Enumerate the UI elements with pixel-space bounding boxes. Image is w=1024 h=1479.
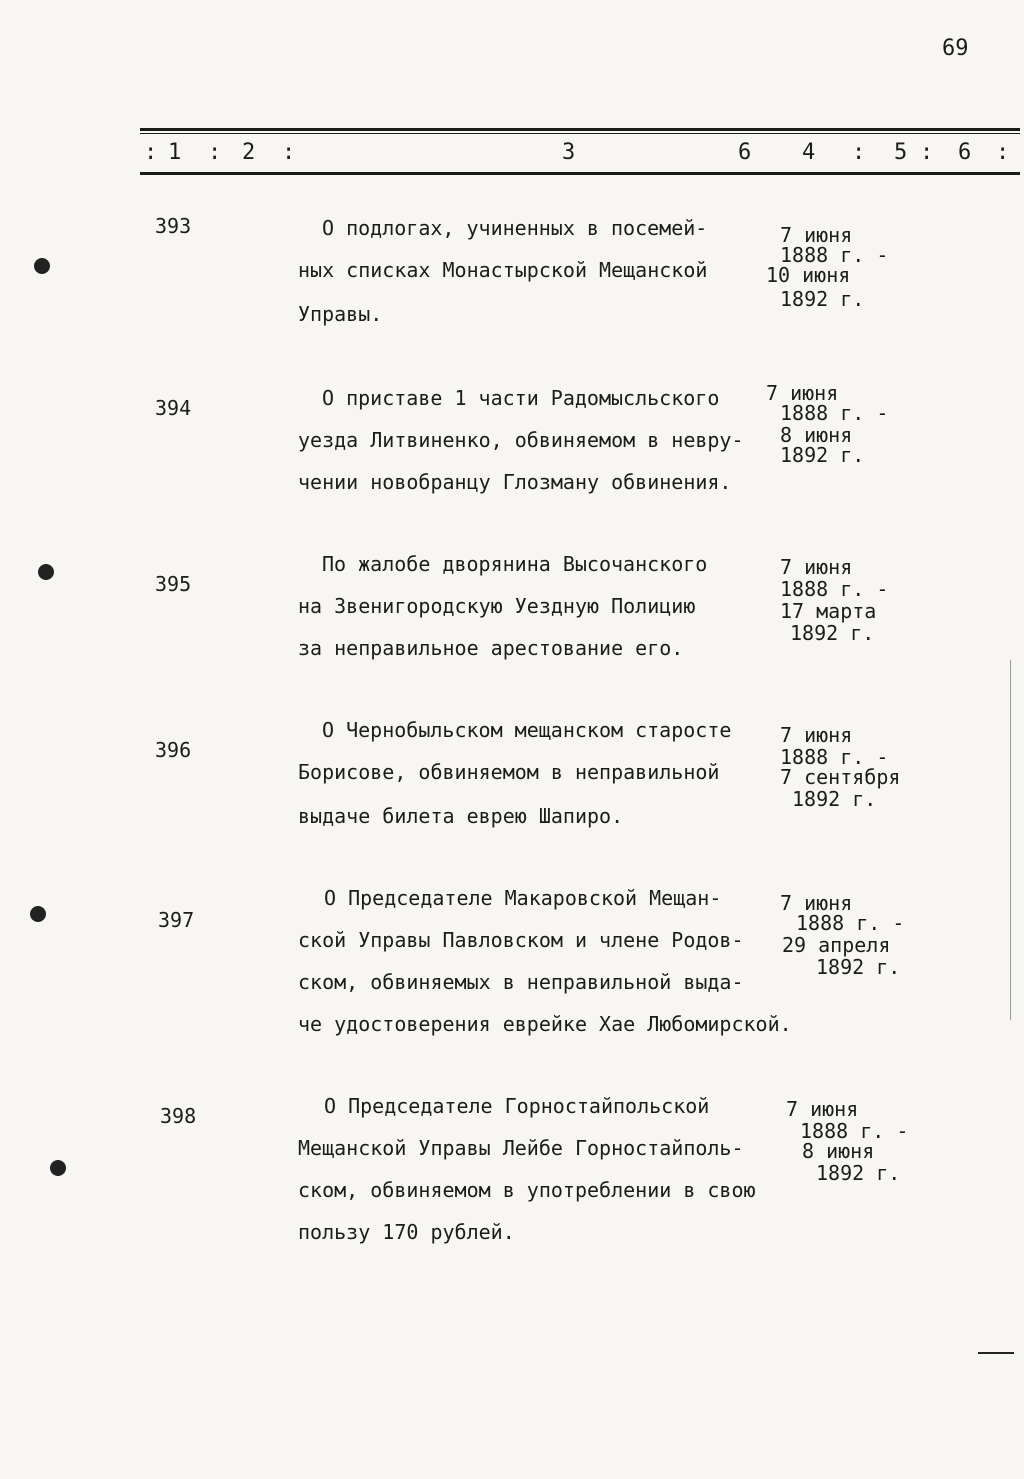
entry-number: 397 (158, 908, 195, 932)
entry-number: 396 (155, 738, 192, 762)
entry-date-line: 1888 г. - (780, 401, 889, 425)
col-header-4: 4 (802, 140, 816, 165)
entry-text-line: на Звенигородскую Уездную Полицию (298, 594, 696, 618)
entry-date-line: 17 марта (780, 599, 877, 623)
entry-date-line: 1892 г. (790, 621, 875, 645)
col-header-3-mark: 6 (738, 140, 752, 165)
col-header-5: 5 (894, 140, 908, 165)
entry-date-line: 1888 г. - (780, 243, 889, 267)
header-rule-top (140, 128, 1020, 131)
entry-date-line: 8 июня (802, 1139, 875, 1163)
entry-text-line: О Председателе Горностайпольской (324, 1094, 710, 1118)
binder-hole (38, 564, 54, 580)
col-sep: : (996, 140, 1010, 165)
col-sep: : (208, 140, 222, 165)
entry-number: 395 (155, 572, 192, 596)
entry-date-line: 7 июня (780, 223, 853, 247)
entry-text-line: Мещанской Управы Лейбе Горностайполь- (298, 1136, 744, 1160)
entry-date-line: 1892 г. (816, 1161, 901, 1185)
entry-text-line: Управы. (298, 302, 383, 326)
binder-hole (34, 258, 50, 274)
entry-date-line: 7 июня (766, 381, 839, 405)
entry-text-line: О приставе 1 части Радомысльского (322, 386, 720, 410)
entry-date-line: 7 июня (786, 1097, 859, 1121)
entry-text-line: уезда Литвиненко, обвиняемом в невру- (298, 428, 744, 452)
entry-text-line: По жалобе дворянина Высочанского (322, 552, 708, 576)
binder-hole (30, 906, 46, 922)
col-sep: : (144, 140, 158, 165)
entry-text-line: ных списках Монастырской Мещанской (298, 258, 708, 282)
header-rule-bottom (140, 172, 1020, 175)
col-header-6: 6 (958, 140, 972, 165)
col-sep: : (282, 140, 296, 165)
entry-text-line: за неправильное арестование его. (298, 636, 684, 660)
entry-date-line: 7 июня (780, 723, 853, 747)
header-rule-top-thin (140, 133, 1020, 134)
entry-date-line: 7 июня (780, 555, 853, 579)
entry-text-line: О Чернобыльском мещанском старосте (322, 718, 732, 742)
entry-number: 394 (155, 396, 192, 420)
binder-hole (50, 1160, 66, 1176)
entry-date-line: 7 сентября (780, 765, 901, 789)
entry-text-line: О подлогах, учиненных в посемей- (322, 216, 708, 240)
col-header-3: 3 (562, 140, 576, 165)
entry-date-line: 1892 г. (792, 787, 877, 811)
entry-date-line: 29 апреля (782, 933, 891, 957)
entry-date-line: 1888 г. - (800, 1119, 909, 1143)
margin-line (978, 1352, 1014, 1354)
entry-date-line: 7 июня (780, 891, 853, 915)
entry-text-line: выдаче билета еврею Шапиро. (298, 804, 624, 828)
entry-date-line: 1892 г. (816, 955, 901, 979)
entry-date-line: 1888 г. - (780, 577, 889, 601)
entry-text-line: пользу 170 рублей. (298, 1220, 515, 1244)
col-header-1: 1 (168, 140, 182, 165)
entry-date-line: 1892 г. (780, 287, 865, 311)
column-header-row (140, 140, 1020, 168)
page-number: 69 (942, 36, 969, 61)
col-sep: : (920, 140, 934, 165)
entry-text-line: ской Управы Павловском и члене Родов- (298, 928, 744, 952)
entry-date-line: 1888 г. - (780, 745, 889, 769)
entry-date-line: 8 июня (780, 423, 853, 447)
entry-text-line: ском, обвиняемом в употреблении в свою (298, 1178, 756, 1202)
col-header-2: 2 (242, 140, 256, 165)
entry-text-line: че удостоверения еврейке Хае Любомирской. (298, 1012, 792, 1036)
scan-edge-line (1010, 660, 1011, 1020)
entry-text-line: ском, обвиняемых в неправильной выда- (298, 970, 744, 994)
col-sep: : (852, 140, 866, 165)
entry-date-line: 10 июня (766, 263, 851, 287)
entry-number: 398 (160, 1104, 197, 1128)
entry-text-line: О Председателе Макаровской Мещан- (324, 886, 722, 910)
entry-number: 393 (155, 214, 192, 238)
entry-date-line: 1888 г. - (796, 911, 905, 935)
entry-text-line: Борисове, обвиняемом в неправильной (298, 760, 720, 784)
entry-text-line: чении новобранцу Глозману обвинения. (298, 470, 732, 494)
entry-date-line: 1892 г. (780, 443, 865, 467)
